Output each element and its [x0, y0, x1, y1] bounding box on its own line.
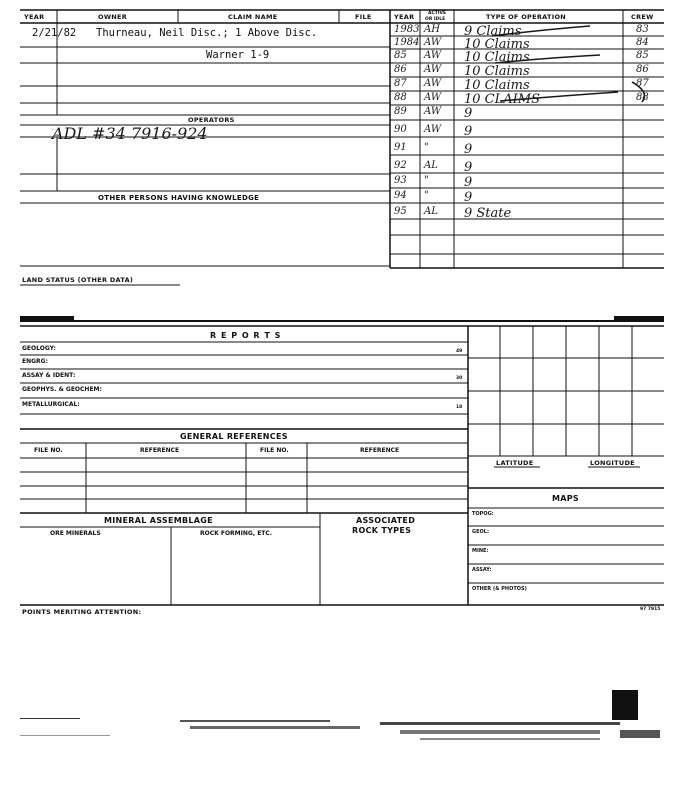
activity-type: 10 Claims: [464, 37, 530, 52]
report-label: GEOLOGY:: [22, 345, 56, 352]
header-active: ACTIVE: [428, 11, 447, 16]
header-claim-name: CLAIM NAME: [228, 13, 278, 21]
maps-row-label: GEOL:: [472, 529, 489, 535]
entry-owner-claim: Thurneau, Neil Disc.; 1 Above Disc.: [96, 27, 318, 39]
activity-status: ": [424, 142, 429, 153]
activity-crew: 86: [636, 64, 649, 75]
latitude-label: LATITUDE: [496, 459, 534, 467]
entry-claim-2: Warner 1-9: [206, 49, 270, 61]
header-crew: CREW: [631, 13, 654, 21]
operators-label: OPERATORS: [188, 116, 235, 124]
maps-title: MAPS: [552, 494, 579, 503]
activity-type: 9: [464, 124, 473, 139]
activity-type: 10 Claims: [464, 78, 530, 93]
activity-status: AW: [424, 37, 442, 48]
general-references-title: GENERAL REFERENCES: [180, 432, 288, 441]
activity-type: 10 Claims: [464, 64, 530, 79]
activity-year: 95: [394, 206, 407, 217]
operators-value: ADL #34 7916-924: [52, 124, 208, 143]
header-or-idle: OR IDLE: [425, 17, 446, 22]
activity-crew: 88: [636, 92, 649, 103]
report-label: ENGRG:: [22, 358, 48, 365]
activity-crew: 84: [636, 37, 649, 48]
activity-crew: 87: [636, 78, 649, 89]
header-year-right: YEAR: [394, 13, 415, 21]
maps-row-label: ASSAY:: [472, 567, 492, 573]
activity-status: AW: [424, 124, 442, 135]
maps-row-label: TOPOG:: [472, 511, 494, 517]
header-type-of-operation: TYPE OF OPERATION: [486, 13, 567, 21]
report-label: METALLURGICAL:: [22, 401, 80, 408]
activity-year: 94: [394, 190, 407, 201]
activity-status: ": [424, 190, 429, 201]
other-persons-label: OTHER PERSONS HAVING KNOWLEDGE: [98, 194, 260, 202]
activity-status: ": [424, 175, 429, 186]
ore-minerals-label: ORE MINERALS: [50, 530, 101, 537]
activity-status: AW: [424, 78, 442, 89]
gr-col-file-no-1: FILE NO.: [34, 447, 63, 454]
report-label: ASSAY & IDENT:: [22, 372, 76, 379]
activity-year: 91: [394, 142, 407, 153]
scan-noise: [0, 700, 678, 800]
entry-date: 2/21/82: [32, 27, 77, 39]
gr-col-reference-2: REFERENCE: [360, 447, 400, 454]
activity-year: 1983: [394, 24, 420, 35]
activity-year: 89: [394, 106, 407, 117]
rock-types-label: ROCK TYPES: [352, 526, 412, 535]
gr-col-file-no-2: FILE NO.: [260, 447, 289, 454]
reports-title: R E P O R T S: [210, 331, 282, 340]
header-file: FILE: [355, 13, 372, 21]
longitude-label: LONGITUDE: [590, 459, 635, 467]
report-number: 30: [456, 376, 463, 381]
activity-status: AW: [424, 106, 442, 117]
report-number: 49: [456, 349, 463, 354]
header-year: YEAR: [24, 13, 45, 21]
activity-crew: 85: [636, 50, 649, 61]
activity-crew: 83: [636, 24, 649, 35]
activity-type: 9: [464, 175, 473, 190]
report-number: 18: [456, 405, 463, 410]
activity-type: 10 Claims: [464, 50, 530, 65]
rock-forming-label: ROCK FORMING, ETC.: [200, 530, 273, 537]
points-meriting-label: POINTS MERITING ATTENTION:: [22, 608, 142, 616]
activity-year: 92: [394, 160, 407, 171]
activity-year: 85: [394, 50, 407, 61]
activity-year: 93: [394, 175, 407, 186]
form-number: 97 7915: [640, 607, 661, 612]
activity-type: 9: [464, 190, 473, 205]
activity-year: 1984: [394, 37, 420, 48]
activity-status: AL: [424, 206, 438, 217]
report-label: GEOPHYS. & GEOCHEM:: [22, 386, 102, 393]
activity-type: 9: [464, 142, 473, 157]
associated-label: ASSOCIATED: [356, 516, 416, 525]
activity-type: 9 State: [464, 206, 512, 221]
activity-status: AH: [424, 24, 440, 35]
maps-row-label: MINE:: [472, 548, 489, 554]
activity-type: 9 Claims: [464, 24, 522, 39]
activity-year: 87: [394, 78, 407, 89]
activity-type: 10 CLAIMS: [464, 92, 540, 107]
activity-type: 9: [464, 106, 473, 121]
activity-status: AW: [424, 92, 442, 103]
activity-status: AW: [424, 64, 442, 75]
activity-status: AL: [424, 160, 438, 171]
activity-year: 88: [394, 92, 407, 103]
header-owner: OWNER: [98, 13, 128, 21]
activity-status: AW: [424, 50, 442, 61]
maps-row-label: OTHER (& PHOTOS): [472, 586, 527, 592]
activity-year: 86: [394, 64, 407, 75]
activity-year: 90: [394, 124, 407, 135]
mineral-assemblage-title: MINERAL ASSEMBLAGE: [104, 516, 213, 525]
land-status-label: LAND STATUS (OTHER DATA): [22, 276, 134, 284]
activity-type: 9: [464, 160, 473, 175]
gr-col-reference-1: REFERENCE: [140, 447, 180, 454]
